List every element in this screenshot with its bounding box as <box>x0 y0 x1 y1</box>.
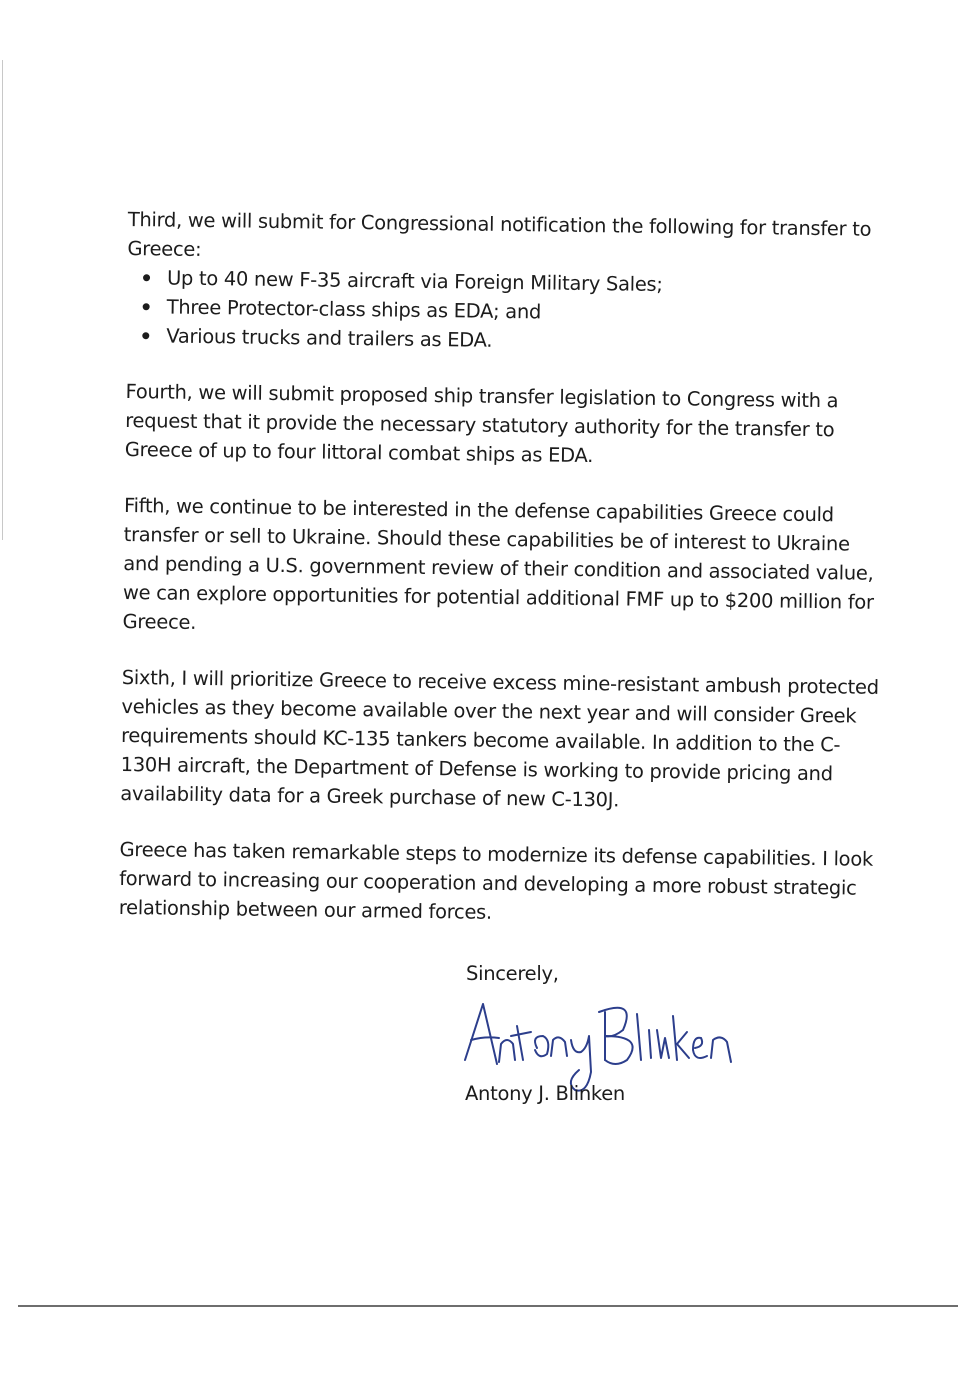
transfer-list <box>126 263 887 360</box>
paragraph-fifth: Fifth, we continue to be interested in the defense capabilities Greece could transfer or sell to Ukraine. Should these capabilities be of interest to Ukraine and pending a U.S. government review of their condition and associated value, we can explore opportunities for potential additional FMF up to $200 million for Greece. <box>122 493 874 634</box>
paragraph-third-intro: Third, we will submit for Congressional notification the following for transfer to Greece: <box>127 207 872 261</box>
closing-salutation: Sincerely, <box>466 962 559 985</box>
paragraph-sixth: Sixth, I will prioritize Greece to receive excess mine-resistant ambush protected vehicles as they become available over the next year and will consider Greek requirements should KC-135 tankers become available. In addition to the C-130H aircraft, the Department of Defense is working to provide pricing and availability data for a Greek purchase of new C-130J. <box>120 665 879 812</box>
page-bottom-rule <box>18 1305 958 1307</box>
signer-name: Antony J. Blinken <box>465 1082 625 1105</box>
letter-body <box>118 205 888 959</box>
list-item: Up to 40 new F-35 aircraft via Foreign Military Sales; <box>167 264 887 302</box>
list-item: Three Protector-class ships as EDA; and <box>166 293 886 331</box>
paragraph-conclusion: Greece has taken remarkable steps to modernize its defense capabilities. I look forward to increasing our cooperation and developing a more robust strategic relationship between our armed forces. <box>118 837 874 924</box>
scan-page-edge <box>2 60 3 540</box>
paragraph-fourth: Fourth, we will submit proposed ship transfer legislation to Congress with a request that it provide the necessary statutory authority for the transfer to Greece of up to four littoral combat ships as EDA. <box>124 379 839 468</box>
list-item: Various trucks and trailers as EDA. <box>166 322 886 360</box>
